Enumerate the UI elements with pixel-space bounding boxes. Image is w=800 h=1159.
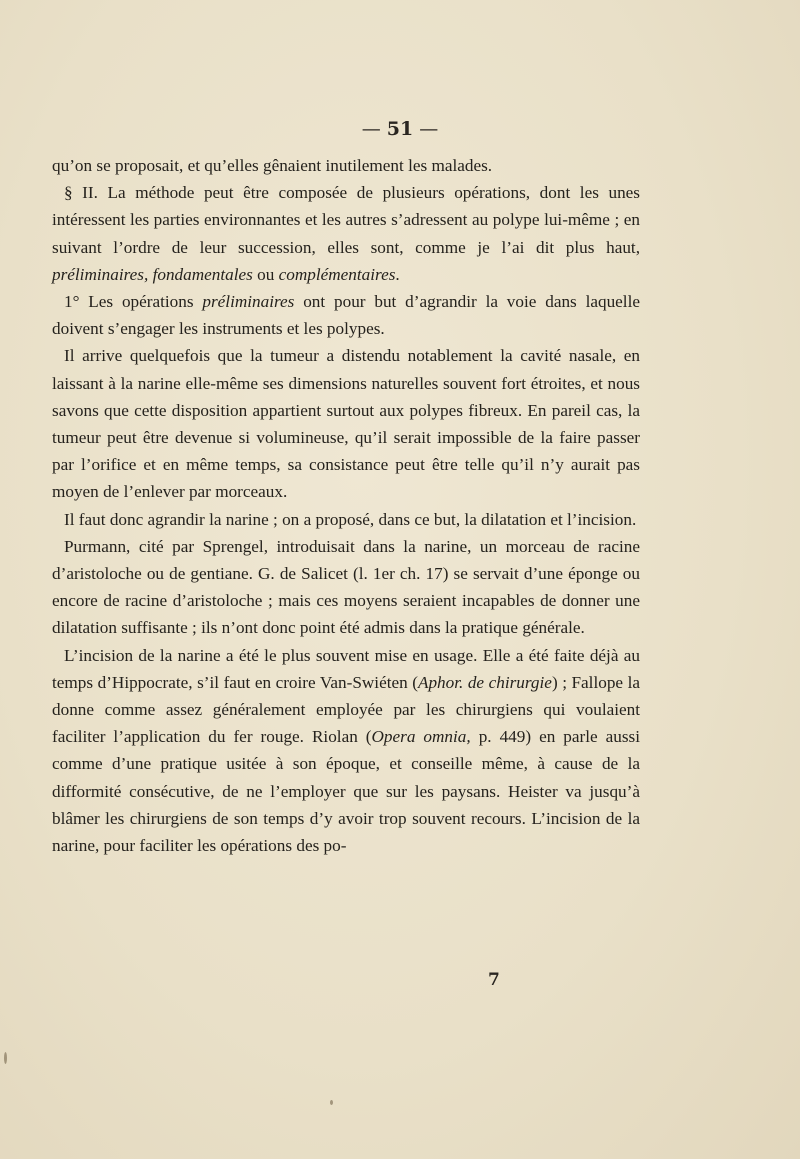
body-text xyxy=(52,152,640,859)
paragraph: Purmann, cité par Sprengel, introduisait dans la narine, un morceau de racine d’aristoloche ou de gentiane. G. de Salicet (l. 1er ch. 17) se servait d’une éponge ou encore de racine d’aristoloche ; mais ces moyens seraient incapables de donner une dilatation suffisante ; ils n’ont donc point été admis dans la pratique générale. xyxy=(52,536,640,638)
paragraph: Il arrive quelquefois que la tumeur a distendu notablement la cavité nasale, en laissant à la narine elle-même ses dimensions naturelles souvent fort étroites, et nous savons que cette disposition appartient surtout aux polypes fibreux. En pareil cas, la tumeur peut être devenue si volumineuse, qu’il serait impossible de la faire passer par l’orifice et en même temps, sa consistance peut être telle qu’il n’y aurait pas moyen de l’enlever par morceaux. xyxy=(52,346,640,502)
paper-speck xyxy=(4,1052,7,1064)
paragraph: 1° Les opérations préliminaires ont pour but d’agrandir la voie dans laquelle doivent s’engager les instruments et les polypes. xyxy=(52,292,640,339)
paragraph: L’incision de la narine a été le plus souvent mise en usage. Elle a été faite déjà au temps d’Hippocrate, s’il faut en croire Van-Swiéten (Aphor. de chirurgie) ; Fallope la donne comme assez généralement employée par les chirurgiens qui voulaient faciliter l’application du fer rouge. Riolan (Opera omnia, p. 449) en parle aussi comme d’une pratique usitée à son époque, et conseille même, à cause de la difformité consécutive, de ne l’employer que sur les paysans. Heister va jusqu’à blâmer les chirurgiens de son temps d’y avoir trop souvent recours. L’incision de la narine, pour faciliter les opérations des po- xyxy=(52,645,641,856)
signature-mark: 7 xyxy=(488,970,500,990)
dash-left: — xyxy=(361,118,381,140)
paragraph: § II. La méthode peut être composée de plusieurs opérations, dont les unes intéressent les parties environnantes et les autres s’adressent au polype lui-même ; en suivant l’ordre de leur succession, elles sont, comme je l’ai dit plus haut, préliminaires, fondamentales ou complémentaires. xyxy=(52,183,640,284)
dash-right: — xyxy=(419,118,439,140)
paragraph: Il faut donc agrandir la narine ; on a proposé, dans ce but, la dilatation et l’incision. xyxy=(64,509,637,529)
paragraph: qu’on se proposait, et qu’elles gênaient inutilement les malades. xyxy=(52,156,493,175)
page-number: 51 xyxy=(386,118,414,140)
page-header xyxy=(0,118,800,140)
paper-speck xyxy=(330,1100,333,1105)
